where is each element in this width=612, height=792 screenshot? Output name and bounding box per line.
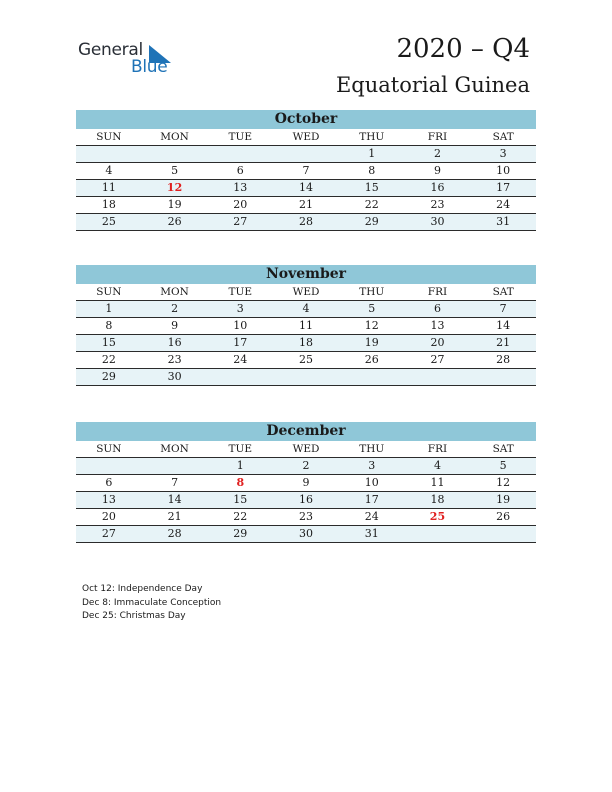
holiday-date: 12 <box>166 181 183 194</box>
day-cell: 20 <box>430 336 445 349</box>
day-cell: 25 <box>101 215 116 228</box>
day-cell: 14 <box>496 319 511 332</box>
holiday-note: Dec 8: Immaculate Conception <box>82 597 222 608</box>
day-cell: 31 <box>496 215 511 228</box>
day-cell: 10 <box>233 319 248 332</box>
weekday-label: MON <box>160 286 189 298</box>
week-row <box>76 492 536 509</box>
weekday-label: FRI <box>427 131 448 143</box>
day-cell: 14 <box>299 181 314 194</box>
day-cell: 27 <box>101 527 116 540</box>
day-cell: 17 <box>496 181 511 194</box>
weekday-header-row <box>76 129 536 146</box>
logo-text-blue: Blue <box>131 57 168 77</box>
country-name: Equatorial Guinea <box>335 73 530 97</box>
week-row <box>76 335 536 352</box>
holiday-note: Dec 25: Christmas Day <box>82 611 186 621</box>
month-december <box>76 422 536 543</box>
day-cell: 19 <box>496 493 511 506</box>
weekday-label: TUE <box>228 131 253 143</box>
month-title: November <box>76 265 536 284</box>
day-cell <box>207 369 273 385</box>
week-row <box>76 146 536 163</box>
day-cell: 4 <box>105 164 113 177</box>
day-cell: 12 <box>496 476 511 489</box>
day-cell: 1 <box>105 302 113 315</box>
month-title: December <box>76 422 536 441</box>
weekday-label: SUN <box>96 131 122 143</box>
day-cell: 14 <box>167 493 182 506</box>
day-cell: 31 <box>364 527 379 540</box>
day-cell <box>142 146 208 162</box>
day-cell: 13 <box>101 493 116 506</box>
day-cell: 26 <box>167 215 182 228</box>
day-cell: 19 <box>167 198 182 211</box>
day-cell: 20 <box>101 510 116 523</box>
day-cell: 10 <box>364 476 379 489</box>
week-row <box>76 509 536 526</box>
day-cell <box>470 369 536 385</box>
week-row <box>76 301 536 318</box>
day-cell: 23 <box>430 198 445 211</box>
weekday-label: TUE <box>228 286 253 298</box>
week-row <box>76 163 536 180</box>
day-cell: 23 <box>299 510 314 523</box>
generalblue-logo <box>78 40 188 80</box>
weekday-label: FRI <box>427 443 448 455</box>
day-cell: 11 <box>430 476 445 489</box>
day-cell: 30 <box>167 370 182 383</box>
day-cell: 22 <box>233 510 248 523</box>
weekday-label: WED <box>292 131 320 143</box>
day-cell: 13 <box>430 319 445 332</box>
day-cell: 23 <box>167 353 182 366</box>
day-cell: 21 <box>299 198 314 211</box>
day-cell: 7 <box>499 302 507 315</box>
week-row <box>76 318 536 335</box>
weekday-label: TUE <box>228 443 253 455</box>
day-cell: 2 <box>302 459 310 472</box>
weekday-label: SUN <box>96 443 122 455</box>
weekday-label: MON <box>160 131 189 143</box>
day-cell <box>470 526 536 542</box>
day-cell: 25 <box>299 353 314 366</box>
day-cell: 19 <box>364 336 379 349</box>
week-row <box>76 180 536 197</box>
day-cell: 9 <box>171 319 179 332</box>
weekday-label: SUN <box>96 286 122 298</box>
weekday-label: FRI <box>427 286 448 298</box>
day-cell: 4 <box>302 302 310 315</box>
weekday-header-row <box>76 284 536 301</box>
weekday-label: MON <box>160 443 189 455</box>
week-row <box>76 214 536 231</box>
day-cell: 29 <box>233 527 248 540</box>
day-cell: 30 <box>430 215 445 228</box>
day-cell: 29 <box>101 370 116 383</box>
day-cell: 7 <box>302 164 310 177</box>
day-cell <box>76 146 142 162</box>
week-row <box>76 352 536 369</box>
day-cell: 22 <box>364 198 379 211</box>
day-cell: 28 <box>167 527 182 540</box>
day-cell <box>339 369 405 385</box>
holiday-date: 25 <box>429 510 446 523</box>
day-cell: 30 <box>299 527 314 540</box>
day-cell: 28 <box>496 353 511 366</box>
day-cell: 26 <box>364 353 379 366</box>
day-cell: 18 <box>101 198 116 211</box>
weekday-label: SAT <box>492 443 514 455</box>
logo-text-general: General <box>78 40 143 60</box>
day-cell: 7 <box>171 476 179 489</box>
day-cell: 8 <box>105 319 113 332</box>
day-cell <box>273 369 339 385</box>
day-cell: 16 <box>167 336 182 349</box>
weekday-label: THU <box>359 286 385 298</box>
day-cell: 5 <box>171 164 179 177</box>
day-cell: 10 <box>496 164 511 177</box>
weekday-label: SAT <box>492 131 514 143</box>
day-cell: 18 <box>299 336 314 349</box>
month-october <box>76 110 536 231</box>
weekday-label: WED <box>292 443 320 455</box>
day-cell: 20 <box>233 198 248 211</box>
day-cell: 29 <box>364 215 379 228</box>
day-cell: 26 <box>496 510 511 523</box>
day-cell: 16 <box>299 493 314 506</box>
quarter-title: 2020 – Q4 <box>396 34 530 64</box>
day-cell: 17 <box>364 493 379 506</box>
day-cell: 1 <box>368 147 376 160</box>
day-cell <box>207 146 273 162</box>
day-cell: 21 <box>496 336 511 349</box>
weekday-label: WED <box>292 286 320 298</box>
day-cell: 9 <box>433 164 441 177</box>
day-cell: 5 <box>499 459 507 472</box>
day-cell: 28 <box>299 215 314 228</box>
day-cell: 2 <box>433 147 441 160</box>
day-cell: 8 <box>368 164 376 177</box>
day-cell: 5 <box>368 302 376 315</box>
weekday-label: SAT <box>492 286 514 298</box>
day-cell: 4 <box>433 459 441 472</box>
day-cell: 16 <box>430 181 445 194</box>
day-cell: 9 <box>302 476 310 489</box>
day-cell: 6 <box>433 302 441 315</box>
day-cell: 24 <box>496 198 511 211</box>
day-cell <box>405 526 471 542</box>
day-cell: 1 <box>236 459 244 472</box>
day-cell: 27 <box>430 353 445 366</box>
day-cell: 24 <box>364 510 379 523</box>
day-cell: 6 <box>236 164 244 177</box>
holiday-note: Oct 12: Independence Day <box>82 584 203 594</box>
week-row <box>76 197 536 214</box>
day-cell: 15 <box>364 181 379 194</box>
day-cell: 11 <box>101 181 116 194</box>
day-cell: 27 <box>233 215 248 228</box>
day-cell <box>273 146 339 162</box>
day-cell: 21 <box>167 510 182 523</box>
day-cell: 3 <box>368 459 376 472</box>
day-cell: 3 <box>499 147 507 160</box>
day-cell: 3 <box>236 302 244 315</box>
day-cell: 11 <box>299 319 314 332</box>
day-cell: 6 <box>105 476 113 489</box>
day-cell: 24 <box>233 353 248 366</box>
day-cell: 12 <box>364 319 379 332</box>
day-cell: 17 <box>233 336 248 349</box>
day-cell: 13 <box>233 181 248 194</box>
weekday-label: THU <box>359 131 385 143</box>
week-row <box>76 369 536 386</box>
week-row <box>76 475 536 492</box>
day-cell: 22 <box>101 353 116 366</box>
month-title: October <box>76 110 536 129</box>
day-cell: 2 <box>171 302 179 315</box>
weekday-header-row <box>76 441 536 458</box>
day-cell: 15 <box>233 493 248 506</box>
day-cell <box>142 458 208 474</box>
month-november <box>76 265 536 386</box>
day-cell: 15 <box>101 336 116 349</box>
holiday-notes <box>82 583 221 624</box>
week-row <box>76 526 536 543</box>
holiday-date: 8 <box>236 476 245 489</box>
weekday-label: THU <box>359 443 385 455</box>
week-row <box>76 458 536 475</box>
day-cell: 18 <box>430 493 445 506</box>
day-cell <box>76 458 142 474</box>
day-cell <box>405 369 471 385</box>
